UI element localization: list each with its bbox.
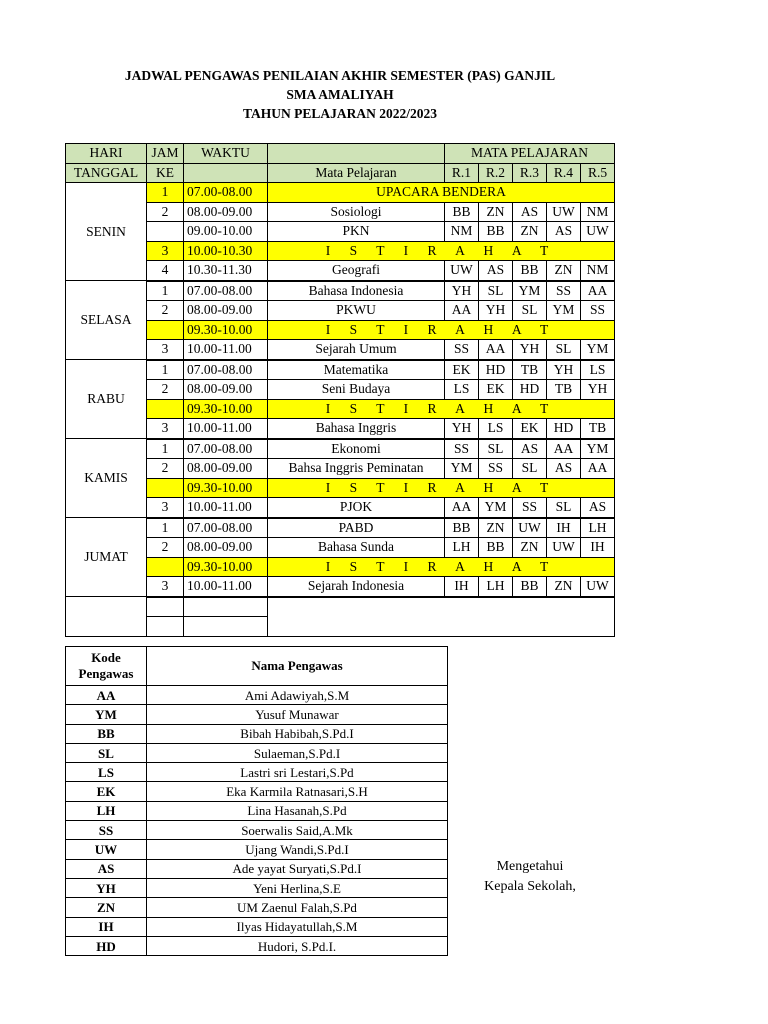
room-code-cell: EK [479,380,513,400]
waktu-cell: 10.00-11.00 [184,419,268,439]
room-code-cell: UW [547,202,581,222]
room-code-cell: BB [445,518,479,538]
supervisor-code: LS [66,763,147,782]
schedule-row [66,320,615,340]
schedule-row [66,538,615,558]
room-code-cell: AA [479,340,513,360]
room-code-cell: SS [479,459,513,479]
jam-cell [147,399,184,419]
room-code-cell: IH [547,518,581,538]
room-code-cell: IH [445,577,479,597]
empty-cell [147,617,184,637]
supervisor-name: Lina Hasanah,S.Pd [147,801,448,820]
room-code-cell: AA [445,498,479,518]
jam-cell [147,222,184,242]
waktu-cell: 08.00-09.00 [184,380,268,400]
room-code-cell: NM [581,202,615,222]
supervisor-code: SL [66,743,147,762]
subject-cell: PKN [268,222,445,242]
waktu-cell: 07.00-08.00 [184,360,268,380]
room-code-cell: YH [581,380,615,400]
subject-cell: Ekonomi [268,439,445,459]
subject-cell: Sejarah Umum [268,340,445,360]
jam-cell [147,557,184,577]
schedule-row [66,459,615,479]
room-code-cell: UW [445,261,479,281]
room-code-cell: HD [513,380,547,400]
subject-cell: Matematika [268,360,445,380]
header-row [66,144,615,164]
supervisor-row [66,878,448,897]
room-code-cell: BB [445,202,479,222]
room-code-cell: ZN [547,261,581,281]
supervisor-code: YM [66,705,147,724]
subheader-row [66,163,615,183]
empty-row [66,597,615,617]
schedule-row [66,340,615,360]
jam-cell: 1 [147,439,184,459]
room-code-cell: SS [513,498,547,518]
subject-cell: Bahasa Sunda [268,538,445,558]
schedule-row [66,419,615,439]
room-code-cell: EK [445,360,479,380]
jam-cell: 1 [147,183,184,203]
jam-cell: 3 [147,340,184,360]
room-code-cell: SL [513,301,547,321]
room-code-cell: AS [479,261,513,281]
jam-cell: 3 [147,577,184,597]
school-name: SMA AMALIYAH [286,87,394,102]
header-room: R.5 [581,163,615,183]
supervisor-name: Yusuf Munawar [147,705,448,724]
waktu-cell: 08.00-09.00 [184,538,268,558]
signature-kepala-sekolah: Kepala Sekolah, [484,879,576,894]
header-ke: KE [147,163,184,183]
room-code-cell: LS [445,380,479,400]
room-code-cell: UW [513,518,547,538]
schedule-table [65,143,615,637]
supervisor-name: Yeni Herlina,S.E [147,878,448,897]
room-code-cell: YH [547,360,581,380]
header-mata-pelajaran: Mata Pelajaran [268,163,445,183]
academic-year: TAHUN PELAJARAN 2022/2023 [242,106,437,121]
room-code-cell: ZN [513,222,547,242]
subject-cell: Sejarah Indonesia [268,577,445,597]
waktu-cell: 07.00-08.00 [184,281,268,301]
schedule-row [66,478,615,498]
room-code-cell: SS [445,439,479,459]
room-code-cell: YH [479,301,513,321]
supervisor-header-row [66,647,448,686]
room-code-cell: IH [581,538,615,558]
break-cell: I S T I R A H A T [268,478,615,498]
room-code-cell: UW [581,222,615,242]
header-room: R.4 [547,163,581,183]
room-code-cell: SL [513,459,547,479]
supervisor-name: Eka Karmila Ratnasari,S.H [147,782,448,801]
room-code-cell: ZN [479,202,513,222]
supervisor-code: ZN [66,898,147,917]
header-blank [268,144,445,164]
waktu-cell: 09.30-10.00 [184,478,268,498]
room-code-cell: BB [513,261,547,281]
schedule-row [66,380,615,400]
room-code-cell: LS [581,360,615,380]
jam-cell: 1 [147,360,184,380]
schedule-row [66,281,615,301]
room-code-cell: YM [513,281,547,301]
header-kode-pengawas: Kode Pengawas [66,647,147,686]
supervisor-name: Ade yayat Suryati,S.Pd.I [147,859,448,878]
room-code-cell: SL [479,281,513,301]
supervisor-row [66,840,448,859]
signature-mengetahui: Mengetahui [496,859,564,874]
supervisor-code: IH [66,917,147,936]
room-code-cell: AS [513,202,547,222]
room-code-cell: AA [445,301,479,321]
empty-cell [268,597,615,637]
supervisor-code: AA [66,686,147,705]
waktu-cell: 08.00-09.00 [184,202,268,222]
supervisor-row [66,686,448,705]
subject-cell: Seni Budaya [268,380,445,400]
break-cell: I S T I R A H A T [268,320,615,340]
supervisor-name: Bibah Habibah,S.Pd.I [147,724,448,743]
room-code-cell: TB [547,380,581,400]
waktu-cell: 09.30-10.00 [184,399,268,419]
day-cell: SENIN [66,183,147,281]
day-cell: KAMIS [66,439,147,518]
waktu-cell: 10.00-11.00 [184,577,268,597]
waktu-cell: 09.00-10.00 [184,222,268,242]
room-code-cell: SS [445,340,479,360]
subject-cell: PJOK [268,498,445,518]
room-code-cell: UW [547,538,581,558]
document-title: JADWAL PENGAWAS PENILAIAN AKHIR SEMESTER (PAS) GANJIL [124,68,556,83]
room-code-cell: HD [479,360,513,380]
header-hari: HARI [66,144,147,164]
waktu-cell: 07.00-08.00 [184,518,268,538]
empty-cell [184,597,268,617]
jam-cell: 3 [147,241,184,261]
supervisor-row [66,936,448,955]
subject-cell: Geografi [268,261,445,281]
room-code-cell: BB [479,538,513,558]
jam-cell: 2 [147,538,184,558]
subject-cell: Sosiologi [268,202,445,222]
waktu-cell: 08.00-09.00 [184,301,268,321]
subject-cell: Bahasa Inggris [268,419,445,439]
ceremony-cell: UPACARA BENDERA [268,183,615,203]
room-code-cell: EK [513,419,547,439]
room-code-cell: ZN [513,538,547,558]
supervisor-name: Ilyas Hidayatullah,S.M [147,917,448,936]
subject-cell: PABD [268,518,445,538]
supervisor-table [65,646,448,956]
waktu-cell: 09.30-10.00 [184,557,268,577]
room-code-cell: SL [547,498,581,518]
room-code-cell: UW [581,577,615,597]
waktu-cell: 10.00-10.30 [184,241,268,261]
schedule-row [66,360,615,380]
jam-cell: 4 [147,261,184,281]
room-code-cell: YH [513,340,547,360]
jam-cell: 2 [147,380,184,400]
room-code-cell: YM [581,439,615,459]
supervisor-code: SS [66,821,147,840]
room-code-cell: AA [547,439,581,459]
jam-cell: 3 [147,498,184,518]
schedule-row [66,498,615,518]
room-code-cell: TB [581,419,615,439]
room-code-cell: SL [479,439,513,459]
schedule-row [66,439,615,459]
room-code-cell: LH [445,538,479,558]
header-jam: JAM [147,144,184,164]
room-code-cell: SL [547,340,581,360]
supervisor-name: Soerwalis Said,A.Mk [147,821,448,840]
schedule-row [66,557,615,577]
jam-cell: 2 [147,202,184,222]
supervisor-row [66,859,448,878]
room-code-cell: AS [547,222,581,242]
break-cell: I S T I R A H A T [268,399,615,419]
header-mata-pelajaran-group: MATA PELAJARAN [445,144,615,164]
room-code-cell: AS [513,439,547,459]
supervisor-name: Ami Adawiyah,S.M [147,686,448,705]
day-cell: JUMAT [66,518,147,597]
supervisor-name: UM Zaenul Falah,S.Pd [147,898,448,917]
schedule-row [66,183,615,203]
empty-cell [66,597,147,637]
room-code-cell: YM [581,340,615,360]
room-code-cell: ZN [547,577,581,597]
header-room: R.1 [445,163,479,183]
supervisor-row [66,821,448,840]
room-code-cell: BB [513,577,547,597]
supervisor-row [66,724,448,743]
room-code-cell: LH [479,577,513,597]
room-code-cell: AA [581,459,615,479]
room-code-cell: SS [547,281,581,301]
room-code-cell: AS [581,498,615,518]
supervisor-row [66,763,448,782]
schedule-row [66,222,615,242]
header-tanggal: TANGGAL [66,163,147,183]
waktu-cell: 07.00-08.00 [184,439,268,459]
room-code-cell: YM [445,459,479,479]
supervisor-name: Ujang Wandi,S.Pd.I [147,840,448,859]
schedule-row [66,241,615,261]
room-code-cell: AS [547,459,581,479]
header-room: R.2 [479,163,513,183]
room-code-cell: BB [479,222,513,242]
schedule-row [66,399,615,419]
supervisor-row [66,782,448,801]
room-code-cell: AA [581,281,615,301]
waktu-cell: 09.30-10.00 [184,320,268,340]
jam-cell: 3 [147,419,184,439]
schedule-row [66,518,615,538]
schedule-row [66,577,615,597]
waktu-cell: 10.00-11.00 [184,498,268,518]
waktu-cell: 08.00-09.00 [184,459,268,479]
schedule-row [66,301,615,321]
room-code-cell: YM [547,301,581,321]
room-code-cell: SS [581,301,615,321]
jam-cell: 2 [147,301,184,321]
day-cell: SELASA [66,281,147,360]
day-cell: RABU [66,360,147,439]
schedule-row [66,261,615,281]
supervisor-code: EK [66,782,147,801]
room-code-cell: YH [445,281,479,301]
empty-cell [184,617,268,637]
room-code-cell: NM [581,261,615,281]
supervisor-row [66,705,448,724]
jam-cell [147,478,184,498]
supervisor-row [66,917,448,936]
header-waktu: WAKTU [184,144,268,164]
subject-cell: Bahsa Inggris Peminatan [268,459,445,479]
room-code-cell: LS [479,419,513,439]
room-code-cell: HD [547,419,581,439]
room-code-cell: YH [445,419,479,439]
break-cell: I S T I R A H A T [268,557,615,577]
jam-cell [147,320,184,340]
supervisor-code: HD [66,936,147,955]
room-code-cell: YM [479,498,513,518]
supervisor-code: LH [66,801,147,820]
schedule-row [66,202,615,222]
supervisor-code: YH [66,878,147,897]
jam-cell: 1 [147,518,184,538]
header-room: R.3 [513,163,547,183]
break-cell: I S T I R A H A T [268,241,615,261]
subject-cell: Bahasa Indonesia [268,281,445,301]
jam-cell: 2 [147,459,184,479]
header-waktu-blank [184,163,268,183]
supervisor-code: UW [66,840,147,859]
room-code-cell: LH [581,518,615,538]
jam-cell: 1 [147,281,184,301]
waktu-cell: 10.00-11.00 [184,340,268,360]
subject-cell: PKWU [268,301,445,321]
room-code-cell: ZN [479,518,513,538]
waktu-cell: 10.30-11.30 [184,261,268,281]
supervisor-code: AS [66,859,147,878]
waktu-cell: 07.00-08.00 [184,183,268,203]
supervisor-name: Hudori, S.Pd.I. [147,936,448,955]
room-code-cell: TB [513,360,547,380]
supervisor-code: BB [66,724,147,743]
supervisor-name: Sulaeman,S.Pd.I [147,743,448,762]
header-nama-pengawas: Nama Pengawas [147,647,448,686]
supervisor-row [66,898,448,917]
supervisor-row [66,743,448,762]
empty-cell [147,597,184,617]
supervisor-name: Lastri sri Lestari,S.Pd [147,763,448,782]
room-code-cell: NM [445,222,479,242]
supervisor-row [66,801,448,820]
